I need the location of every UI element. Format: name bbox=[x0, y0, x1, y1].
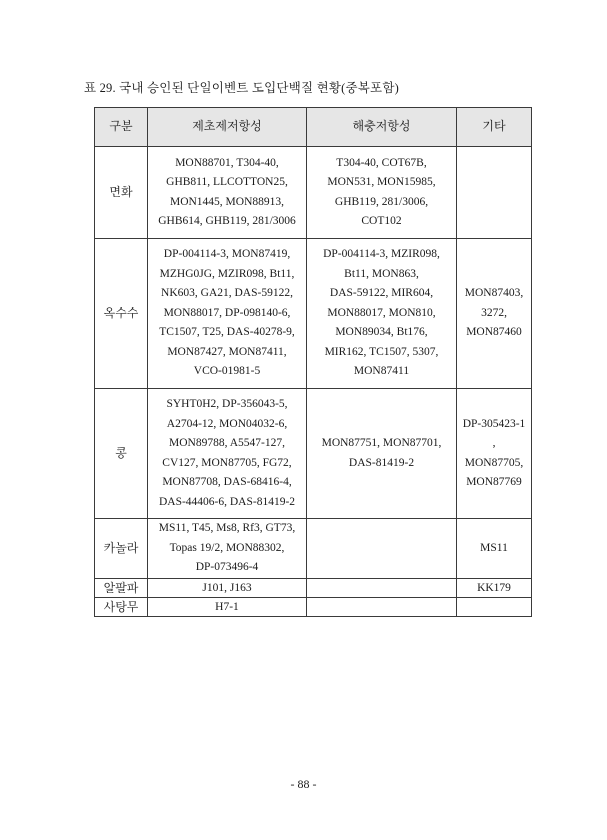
other-cell bbox=[457, 519, 532, 579]
insect-cell bbox=[307, 239, 457, 389]
event-line: DAS-59122, MIR604, bbox=[329, 287, 434, 300]
table-row bbox=[95, 239, 532, 389]
insect-cell bbox=[307, 578, 457, 597]
table-caption: 표 29. 국내 승인된 단일이벤트 도입단백질 현황(중복포함) bbox=[84, 81, 399, 95]
event-line: MON87411 bbox=[353, 365, 410, 378]
table-row bbox=[95, 519, 532, 579]
event-line: NK603, GA21, DAS-59122, bbox=[161, 287, 293, 300]
event-line: Bt11, MON863, bbox=[344, 267, 419, 280]
header-other: 기타 bbox=[457, 108, 532, 147]
other-cell bbox=[457, 578, 532, 597]
event-line: MON89034, Bt176, bbox=[335, 326, 428, 339]
header-herbicide-tolerance: 제초제저항성 bbox=[148, 108, 307, 147]
event-line: Topas 19/2, MON88302, bbox=[169, 541, 285, 554]
crop-cell: 알팔파 bbox=[95, 578, 148, 597]
event-line: SYHT0H2, DP-356043-5, bbox=[166, 398, 288, 410]
event-line: DAS-81419-2 bbox=[348, 456, 415, 469]
event-line: GHB811, LLCOTTON25, bbox=[166, 176, 288, 188]
herbicide-cell bbox=[148, 239, 307, 389]
insect-cell bbox=[307, 147, 457, 239]
insect-cell bbox=[307, 597, 457, 616]
herbicide-cell bbox=[148, 597, 307, 616]
event-line: 3272, bbox=[481, 306, 507, 319]
event-line: VCO-01981-5 bbox=[193, 365, 261, 378]
herbicide-cell bbox=[148, 147, 307, 239]
event-line: DP-004114-3, MON87419, bbox=[163, 248, 291, 261]
event-line: MON87427, MON87411, bbox=[167, 345, 287, 358]
event-line: GHB614, GHB119, 281/3006 bbox=[158, 215, 296, 227]
event-line: MIR162, TC1507, 5307, bbox=[324, 345, 439, 358]
event-line: MS11, T45, Ms8, Rf3, GT73, bbox=[158, 522, 296, 534]
event-line: DP-073496-4 bbox=[195, 561, 259, 573]
table-row bbox=[95, 578, 532, 597]
crop-cell: 사탕무 bbox=[95, 597, 148, 616]
event-line: DP-305423-1 bbox=[462, 417, 526, 430]
insect-cell bbox=[307, 519, 457, 579]
event-line: MON87769 bbox=[466, 476, 522, 488]
event-line: MON87403, bbox=[464, 287, 524, 300]
event-line: MON88017, DP-098140-6, bbox=[163, 306, 291, 319]
event-line: MON531, MON15985, bbox=[327, 176, 436, 188]
crop-cell: 옥수수 bbox=[95, 239, 148, 389]
insect-cell bbox=[307, 389, 457, 519]
herbicide-cell bbox=[148, 578, 307, 597]
table-row bbox=[95, 147, 532, 239]
crop-cell: 면화 bbox=[95, 147, 148, 239]
herbicide-cell bbox=[148, 519, 307, 579]
other-cell bbox=[457, 389, 532, 519]
event-line: J101, J163 bbox=[202, 581, 252, 594]
event-line: MON87708, DAS-68416-4, bbox=[162, 476, 292, 488]
page-number: - 88 - bbox=[290, 777, 317, 791]
event-line: MON87751, MON87701, bbox=[321, 437, 442, 449]
event-line: MS11 bbox=[480, 541, 508, 554]
event-line: MON1445, MON88913, bbox=[169, 195, 285, 208]
other-cell bbox=[457, 147, 532, 239]
event-line: MON87460 bbox=[466, 326, 522, 339]
event-line: MON87705, bbox=[464, 456, 524, 469]
event-line: MON88017, MON810, bbox=[327, 306, 436, 319]
header-category: 구분 bbox=[95, 108, 148, 147]
header-insect-resistance: 해충저항성 bbox=[307, 108, 457, 147]
crop-cell: 콩 bbox=[95, 389, 148, 519]
event-line: A2704-12, MON04032-6, bbox=[166, 417, 288, 430]
event-line: MZHG0JG, MZIR098, Bt11, bbox=[159, 267, 295, 280]
event-line: DAS-44406-6, DAS-81419-2 bbox=[158, 495, 296, 508]
event-line: DP-004114-3, MZIR098, bbox=[323, 248, 440, 261]
table-row bbox=[95, 389, 532, 519]
approved-events-table bbox=[94, 107, 532, 617]
event-line: KK179 bbox=[477, 581, 511, 594]
event-line: COT102 bbox=[361, 215, 402, 227]
event-line: CV127, MON87705, FG72, bbox=[162, 456, 292, 469]
table-row bbox=[95, 597, 532, 616]
event-line: T304-40, COT67B, bbox=[336, 156, 427, 169]
event-line: MON89788, A5547-127, bbox=[169, 437, 285, 449]
crop-cell: 카놀라 bbox=[95, 519, 148, 579]
event-line: H7-1 bbox=[215, 600, 239, 613]
other-cell bbox=[457, 597, 532, 616]
event-line: TC1507, T25, DAS-40278-9, bbox=[159, 326, 295, 339]
table-header-row bbox=[95, 108, 532, 147]
event-line: MON88701, T304-40, bbox=[175, 156, 279, 169]
event-line: , bbox=[492, 437, 496, 449]
herbicide-cell bbox=[148, 389, 307, 519]
event-line: GHB119, 281/3006, bbox=[334, 195, 429, 208]
other-cell bbox=[457, 239, 532, 389]
